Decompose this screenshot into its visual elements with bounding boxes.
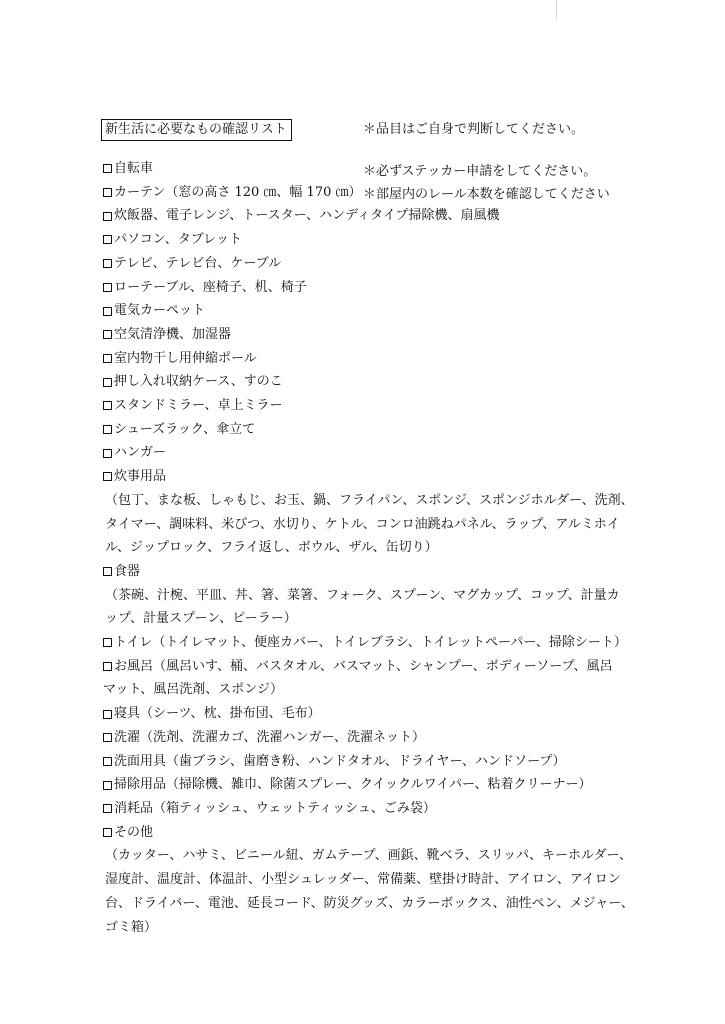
checklist-item-continuation: マット、風呂洗剤、スポンジ） [103,682,283,698]
checklist-item-label: 炊飯器、電子レンジ、トースター、ハンディタイプ掃除機、扇風機 [114,208,500,224]
title-note: ＊品目はご自身で判断してください。 [363,122,585,137]
checkbox[interactable] [103,425,112,434]
checkbox[interactable] [103,662,112,671]
bike-note: ＊必ずステッカー申請をしてください。 [363,164,597,179]
checklist-item-detail: 台、ドライバー、電池、延長コード、防災グッズ、カラーボックス、油性ペン、メジャー、 [105,895,634,911]
checklist-item [103,228,623,252]
checkbox[interactable] [103,259,112,268]
checklist-item [103,773,623,797]
checkbox[interactable] [103,449,112,458]
checklist-item-detail: （茶碗、汁椀、平皿、丼、箸、菜箸、フォーク、スプーン、マグカップ、コップ、計量カ [105,587,620,603]
checklist-item-label: カーテン（窓の高さ 120 ㎝、幅 170 ㎝） [114,184,362,200]
checklist-item [103,655,623,679]
checklist-item [103,370,623,394]
checklist-item [103,465,623,489]
checkbox[interactable] [103,212,112,221]
checkbox[interactable] [103,401,112,410]
checklist-item [103,750,623,774]
checkbox[interactable] [103,235,112,244]
checklist-item-label: その他 [114,824,154,840]
checklist-item [103,418,623,442]
checklist-item-label: 室内物干し用伸縮ポール [114,350,257,366]
checklist-item-label: シューズラック、傘立て [114,421,256,437]
checklist-item [103,394,623,418]
checklist-item-label: 炊事用品 [114,469,167,485]
checklist-item-detail: （カッター、ハサミ、ビニール紐、ガムテープ、画鋲、靴べラ、スリッパ、キーホルダー、 [105,848,633,864]
checkbox[interactable] [103,283,112,292]
checkbox[interactable] [103,733,112,742]
checklist-item-label: ローテーブル、座椅子、机、椅子 [114,279,307,295]
checklist-item-label: 洗面用具（歯ブラシ、歯磨き粉、ハンドタオル、ドライヤー、ハンドソープ） [114,753,566,769]
checkbox[interactable] [103,567,112,576]
checklist-item [103,631,627,655]
checkbox[interactable] [103,330,112,339]
checklist-item-label: 消耗品（箱ティッシュ、ウェットティッシュ、ごみ袋） [114,800,436,816]
checklist-item-label: ハンガー [114,445,167,461]
checklist-item [103,157,623,181]
checkbox[interactable] [103,164,112,173]
checklist-item-detail: （包丁、まな板、しゃもじ、お玉、鍋、フライパン、スポンジ、スポンジホルダー、洗剤、 [105,492,634,508]
checklist-item-label: お風呂（風呂いす、桶、バスタオル、バスマット、シャンプー、ボディーソープ、風呂 [114,658,613,674]
checklist-item [103,299,623,323]
curtain-note: ＊部屋内のレール本数を確認してください [363,187,610,202]
checkbox[interactable] [103,307,112,316]
checklist-item [103,323,623,347]
checklist-item-label: 掃除用品（掃除機、雑巾、除菌スプレー、クイックルワイパー、粘着クリーナー） [114,777,592,793]
checkbox[interactable] [103,378,112,387]
checklist-item-label: 電気カーペット [114,303,206,319]
checklist-item [103,441,623,465]
checklist-item-label: スタンドミラー、卓上ミラー [114,398,283,414]
checklist-item [103,821,623,845]
checklist-item-detail: ゴミ箱） [105,919,158,935]
checklist-item-label: 洗濯（洗剤、洗濯カゴ、洗濯ハンガー、洗濯ネット） [114,729,425,745]
checklist-item-detail: タイマー、調味料、米びつ、水切り、ケトル、コンロ油跳ねパネル、ラップ、アルミホイ [105,516,620,532]
checklist-item-label: 食器 [114,563,141,579]
checklist-item-label: 寝具（シーツ、枕、掛布団、毛布） [114,706,321,722]
checklist-item-label: 空気清浄機、加湿器 [114,326,232,342]
checklist-item [103,181,623,205]
checkbox[interactable] [103,354,112,363]
checkbox[interactable] [103,781,112,790]
checkbox[interactable] [103,188,112,197]
checklist-item-label: パソコン、タブレット [114,232,243,248]
checklist-item-detail: ル、ジップロック、フライ返し、ボウル、ザル、缶切り） [105,540,438,556]
page-title: 新生活に必要なもの確認リスト [101,119,292,141]
checkbox[interactable] [103,828,112,837]
checkbox[interactable] [103,757,112,766]
checkbox[interactable] [103,472,112,481]
checklist-item-label: トイレ（トイレマット、便座カバー、トイレブラシ、トイレットペーパー、掃除シート） [114,635,627,651]
checklist-item [103,347,623,371]
checklist-item-label: テレビ、テレビ台、ケーブル [114,255,282,271]
checklist-item-detail: 湿度計、温度計、体温計、小型シュレッダー、常備薬、壁掛け時計、アイロン、アイロン [105,872,621,888]
scan-mark [556,0,557,20]
checklist-item [103,276,623,300]
checklist-item [103,204,623,228]
checklist-item [103,797,623,821]
checkbox[interactable] [103,804,112,813]
checklist-item [103,726,623,750]
checklist-item [103,560,623,584]
checklist-item [103,702,623,726]
checklist-item-detail: ップ、計量スプーン、ピーラー） [105,611,297,627]
checklist-item [103,252,623,276]
checklist-item-label: 自転車 [114,161,154,176]
checklist [103,157,634,939]
checkbox[interactable] [103,710,112,719]
checklist-item-label: 押し入れ収納ケース、すのこ [114,374,283,390]
checkbox[interactable] [103,638,112,647]
